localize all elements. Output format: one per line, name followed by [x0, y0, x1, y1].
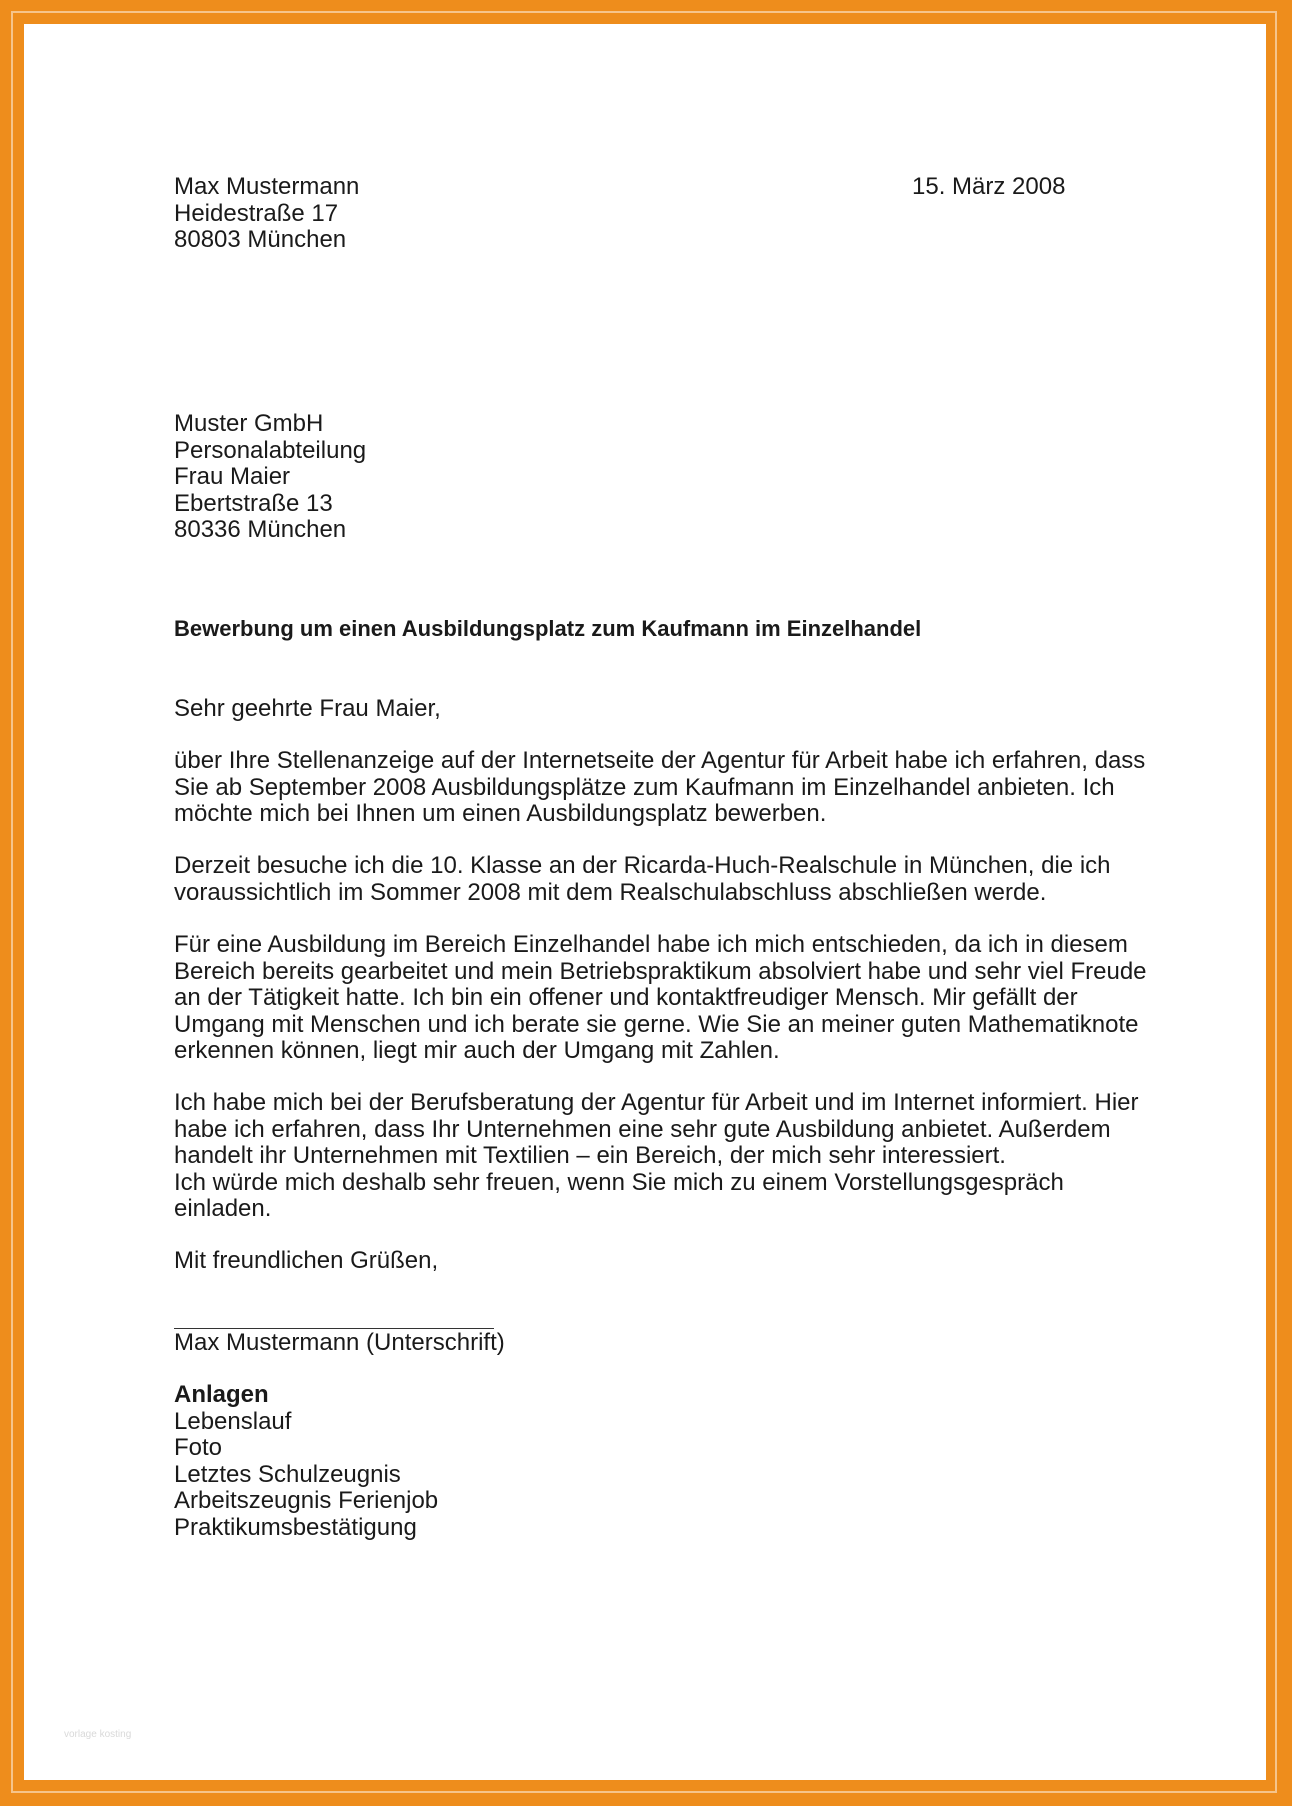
recipient-contact: Frau Maier: [174, 463, 291, 490]
paragraph-line: über Ihre Stellenanzeige auf der Internetseite der Agentur für Arbeit habe ich erfahren, dass: [174, 747, 1146, 774]
paragraph-line: an der Tätigkeit hatte. Ich bin ein offener und kontaktfreudiger Mensch. Mir gefällt der: [174, 984, 1078, 1011]
recipient-city: 80336 München: [174, 516, 347, 543]
recipient-company: Muster GmbH: [174, 410, 324, 437]
attachments-list: [174, 1382, 438, 1541]
sender-city: 80803 München: [174, 226, 347, 253]
letter-page: [24, 24, 1266, 1780]
signature-name: Max Mustermann (Unterschrift): [174, 1329, 505, 1356]
salutation: Sehr geehrte Frau Maier,: [174, 695, 441, 722]
paragraph-line: möchte mich bei Ihnen um einen Ausbildungsplatz bewerben.: [174, 800, 827, 827]
paragraph-2: [174, 853, 1134, 906]
sender-name: Max Mustermann: [174, 173, 360, 200]
paragraph-line: Derzeit besuche ich die 10. Klasse an der Ricarda-Huch-Realschule in München, die ich: [174, 852, 1111, 879]
paragraph-line: Sie ab September 2008 Ausbildungsplätze zum Kaufmann im Einzelhandel anbieten. Ich: [174, 773, 1115, 801]
recipient-address: [174, 411, 366, 544]
paragraph-line: Bereich bereits gearbeitet und mein Betriebspraktikum absolviert habe und sehr viel Freude: [174, 957, 1147, 985]
watermark: vorlage kosting: [64, 1729, 132, 1740]
attachment-item: Foto: [174, 1434, 223, 1461]
paragraph-line: Umgang mit Menschen und ich berate sie gerne. Wie Sie an meiner guten Mathematiknote: [174, 1010, 1139, 1038]
paragraph-line: habe ich erfahren, dass Ihr Unternehmen eine sehr gute Ausbildung anbietet. Außerdem: [174, 1115, 1111, 1143]
attachment-item: Praktikumsbestätigung: [174, 1513, 417, 1541]
paragraph-line: Ich würde mich deshalb sehr freuen, wenn Sie mich zu einem Vorstellungsgespräch: [174, 1168, 1064, 1196]
paragraph-1: [174, 747, 1146, 828]
attachment-item: Lebenslauf: [174, 1407, 292, 1435]
paragraph-line: voraussichtlich im Sommer 2008 mit dem Realschulabschluss abschließen werde.: [174, 878, 1047, 906]
letter-date: 15. März 2008: [912, 173, 1066, 200]
letter-subject: Bewerbung um einen Ausbildungsplatz zum Kaufmann im Einzelhandel: [174, 616, 922, 641]
attachments-heading: Anlagen: [174, 1381, 269, 1408]
attachment-item: Arbeitszeugnis Ferienjob: [174, 1487, 439, 1514]
paragraph-line: Für eine Ausbildung im Bereich Einzelhandel habe ich mich entschieden, da ich in diesem: [174, 931, 1128, 958]
closing: Mit freundlichen Grüßen,: [174, 1247, 439, 1274]
paragraph-3: [174, 931, 1147, 1065]
recipient-street: Ebertstraße 13: [174, 489, 333, 517]
paragraph-line: handelt ihr Unternehmen mit Textilien – ein Bereich, der mich sehr interessiert.: [174, 1142, 1006, 1169]
sender-street: Heidestraße 17: [174, 199, 339, 227]
attachment-item: Letztes Schulzeugnis: [174, 1460, 401, 1488]
sender-address: [174, 174, 359, 254]
paragraph-4: [174, 1089, 1139, 1223]
paragraph-line: Ich habe mich bei der Berufsberatung der Agentur für Arbeit und im Internet informiert. Hier: [174, 1089, 1139, 1116]
paragraph-line: erkennen können, liegt mir auch der Umgang mit Zahlen.: [174, 1037, 780, 1064]
recipient-department: Personalabteilung: [174, 436, 367, 464]
paragraph-line: einladen.: [174, 1195, 272, 1222]
